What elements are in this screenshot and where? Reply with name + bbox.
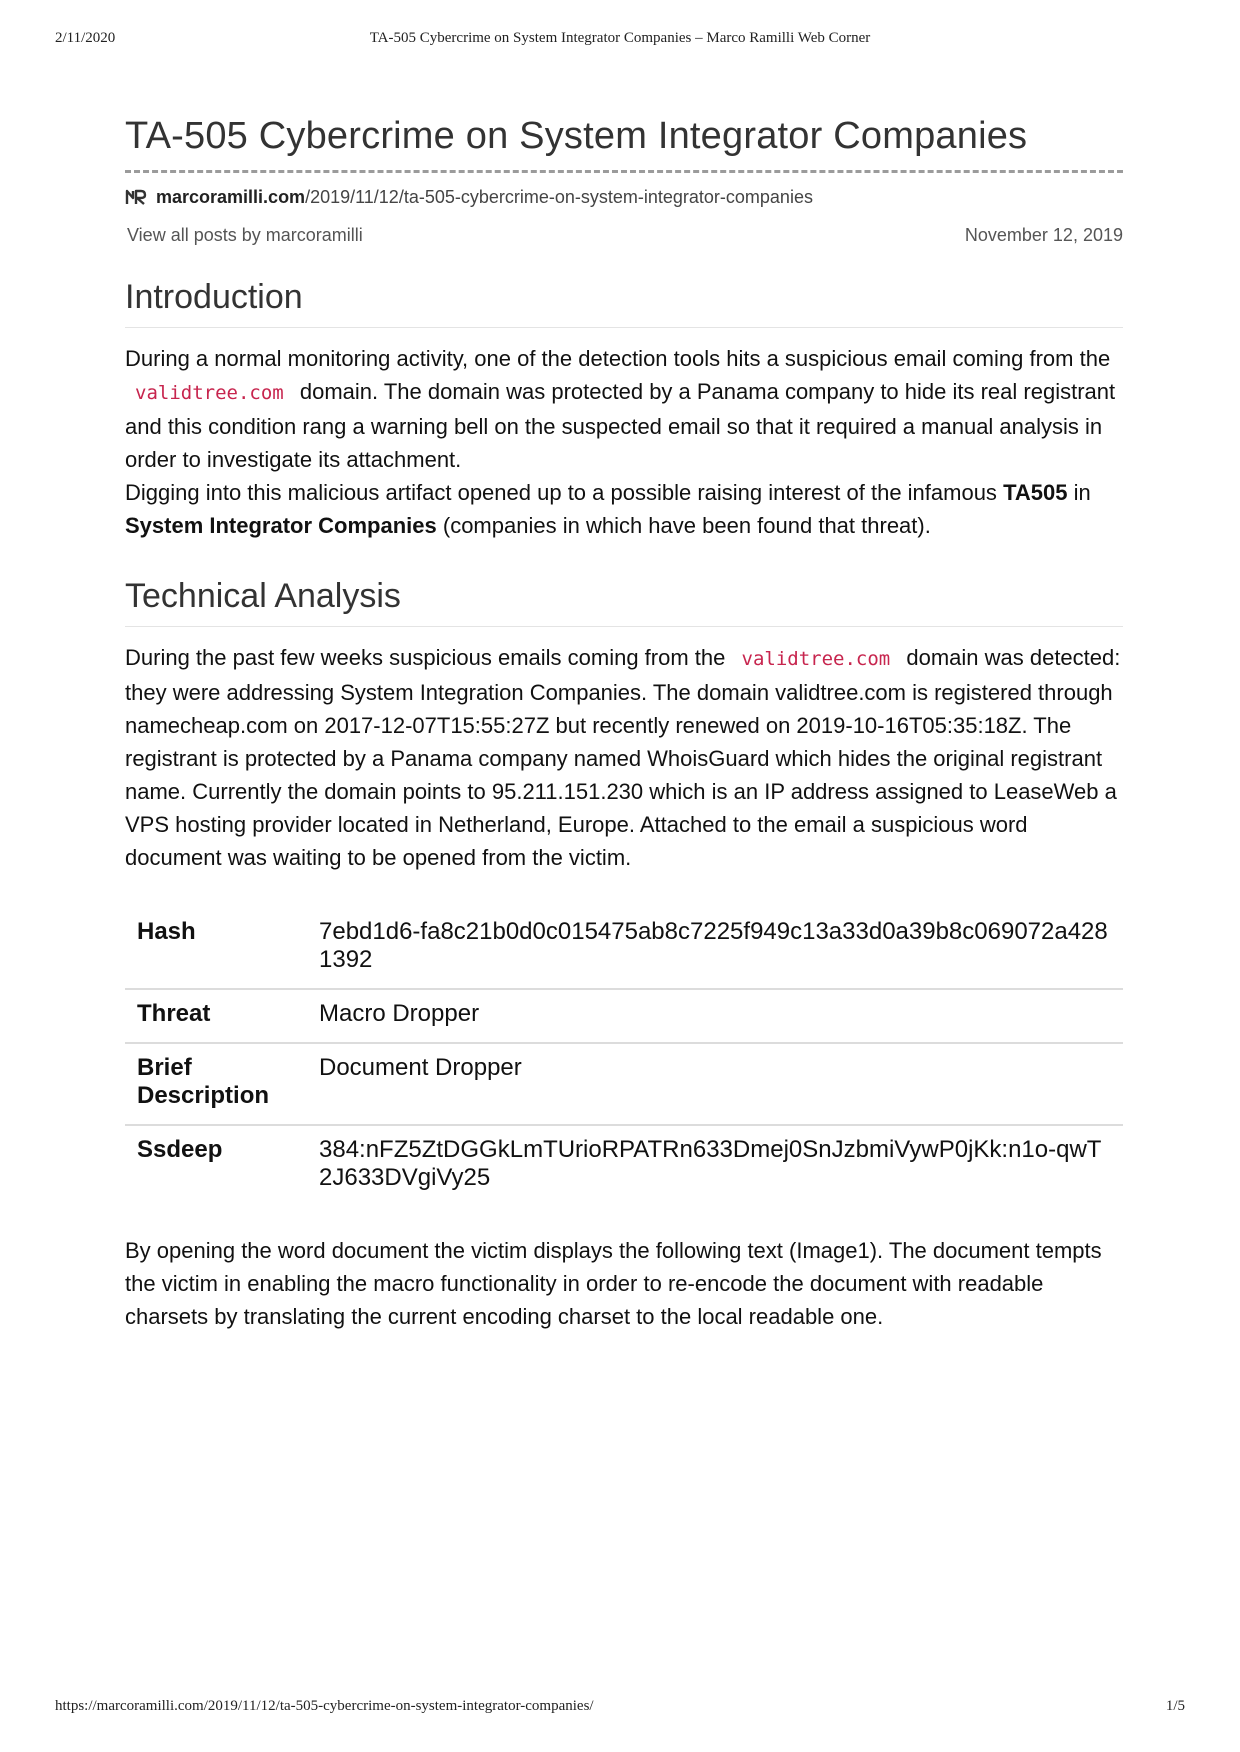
row-key: Ssdeep (137, 1136, 223, 1163)
ioc-table (125, 908, 1123, 1206)
intro-text: During a normal monitoring activity, one of the detection tools hits a suspicious email coming from the (125, 346, 1111, 371)
row-value: Macro Dropper (307, 989, 1123, 1043)
intro-text: domain. The domain was protected by a Panama company to hide its real registrant and this condition rang a warning bell on the suspected email so that it required a manual analysis in order to investigate its attachment. (125, 379, 1116, 472)
intro-text: (companies in which have been found that threat). (442, 513, 931, 538)
title-divider (125, 170, 1123, 173)
technical-paragraph (125, 641, 1123, 874)
introduction-paragraph-1 (125, 342, 1123, 476)
table-row (125, 989, 1123, 1043)
intro-text: in (1073, 480, 1091, 505)
intro-text: Digging into this malicious artifact opened up to a possible raising interest of the infamous (125, 480, 997, 505)
row-key: Threat (125, 989, 307, 1043)
row-key: Brief Description (125, 1043, 307, 1125)
print-page-url[interactable]: https://marcoramilli.com/2019/11/12/ta-505-cybercrime-on-system-integrator-companies/ (55, 1698, 594, 1714)
bold-system-integrator: System Integrator Companies (125, 513, 437, 538)
page-number: 1/5 (1165, 1698, 1185, 1714)
post-date: November 12, 2019 (964, 225, 1123, 245)
tech-text: During the past few weeks suspicious emails coming from the (125, 645, 726, 670)
print-page-title: TA-505 Cybercrime on System Integrator Companies – Marco Ramilli Web Corner (369, 30, 871, 46)
row-key: Hash (125, 908, 307, 989)
byline (125, 225, 1123, 249)
row-value: 7ebd1d6-fa8c21b0d0c015475ab8c7225f949c13a33d0a39b8c069072a4281392 (307, 908, 1123, 989)
introduction-heading: Introduction (125, 275, 1123, 328)
article (125, 110, 1123, 1333)
bold-ta505: TA505 (1003, 480, 1068, 505)
print-header (55, 30, 1185, 54)
tech-text: domain was detected: they were addressing System Integration Companies. The domain validtree.com is registered through namecheap.com on 2017-12-07T15:55:27Z but recently renewed on 2019-10-16T05:35:18Z. The registrant is protected by a Panama company named WhoisGuard which hides the original registrant name. Currently the domain points to 95.211.151.230 which is an IP address assigned to LeaseWeb a VPS hosting provider located in Netherland, Europe. Attached to the email a suspicious word document was waiting to be opened from the victim. (125, 645, 1121, 870)
inline-code-domain: validtree.com (732, 648, 901, 670)
print-footer (55, 1698, 1185, 1720)
row-value: 384:nFZ5ZtDGGkLmTUrioRPATRn633Dmej0SnJzbmiVywP0jKk:n1o-qwT2J633DVgiVy25 (319, 1136, 1102, 1191)
article-title: TA-505 Cybercrime on System Integrator Companies (125, 115, 1028, 157)
closing-text: By opening the word document the victim displays the following text (Image1). The document tempts the victim in enabling the macro functionality in order to re-encode the document with readable charsets by translating the current encoding charset to the local readable one. (125, 1238, 1102, 1329)
table-row (125, 908, 1123, 989)
technical-analysis-heading: Technical Analysis (125, 574, 1123, 627)
inline-code-domain: validtree.com (125, 382, 294, 404)
author-link[interactable]: View all posts by marcoramilli (127, 225, 363, 245)
introduction-paragraph-2 (125, 476, 1123, 542)
source-link[interactable] (125, 185, 1123, 209)
table-row (125, 1125, 1123, 1206)
source-domain[interactable]: marcoramilli.com (156, 186, 306, 207)
table-row (125, 1043, 1123, 1125)
print-date: 2/11/2020 (55, 30, 116, 46)
source-path[interactable]: /2019/11/12/ta-505-cybercrime-on-system-integrator-companies (305, 186, 813, 207)
technical-analysis-body (125, 641, 1123, 874)
row-value: Document Dropper (307, 1043, 1123, 1125)
mr-logo-icon (125, 188, 147, 206)
closing-paragraph (125, 1234, 1123, 1333)
introduction-body (125, 342, 1123, 542)
